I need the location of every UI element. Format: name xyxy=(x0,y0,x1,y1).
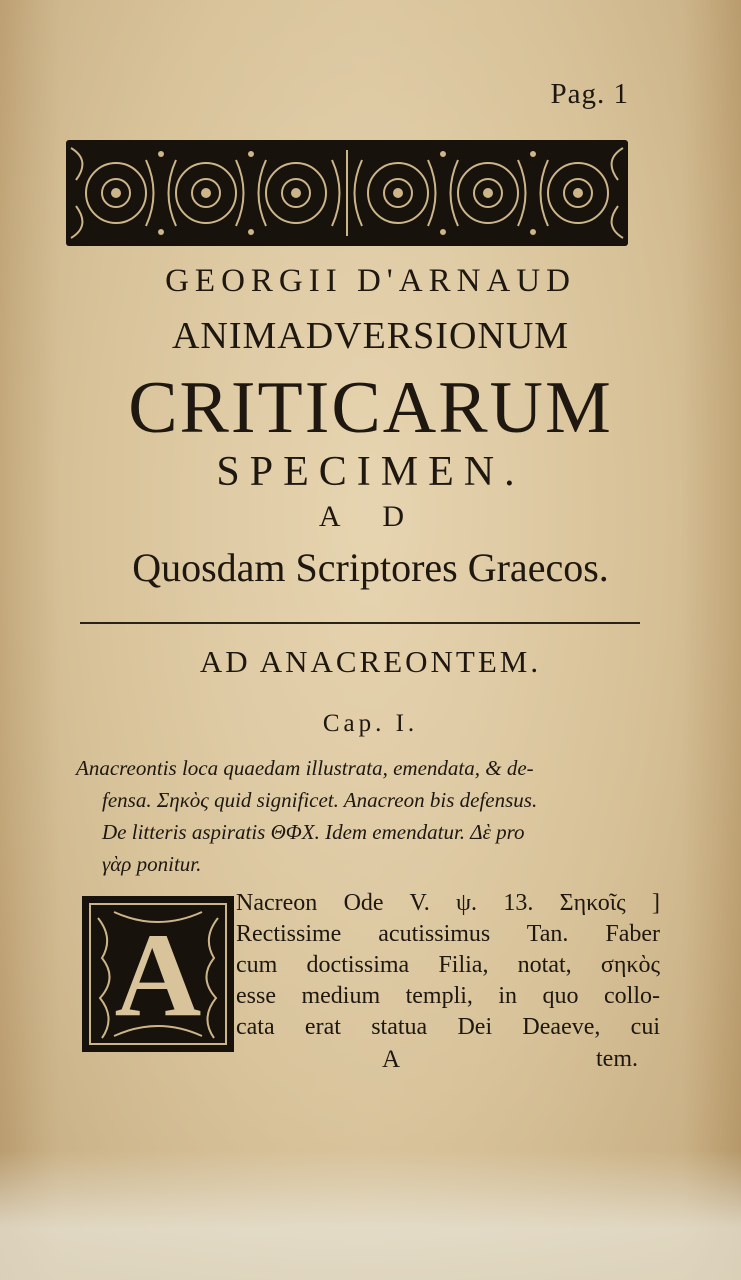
summary-line: γὰρ ponitur. xyxy=(102,852,202,876)
summary-line: fensa. Σηκὸς quid significet. Anacreon bis defensus. xyxy=(102,788,538,812)
page-number: Pag. 1 xyxy=(550,78,629,110)
body-line: Rectissime acutissimus Tan. Faber xyxy=(236,921,660,947)
section-heading: AD ANACREONTEM. xyxy=(199,644,542,679)
headpiece-ornament xyxy=(66,140,628,246)
body-line: Nacreon Ode V. ψ. 13. Σηκοῖς ] xyxy=(236,890,660,916)
body-line: cata erat statua Dei Deaeve, cui xyxy=(236,1014,660,1040)
title-line-ad: A D xyxy=(318,500,423,533)
divider-rule xyxy=(80,622,640,624)
title-line-criticarum: CRITICARUM xyxy=(128,367,613,449)
page-stain xyxy=(0,1150,741,1280)
title-author: GEORGII D'ARNAUD xyxy=(165,263,576,299)
drop-initial-letter: A xyxy=(114,908,202,1041)
title-line-scriptores: Quosdam Scriptores Graecos. xyxy=(132,545,609,590)
catchword: tem. xyxy=(596,1046,638,1072)
body-line: cum doctissima Filia, notat, σηκὸς xyxy=(236,952,660,978)
summary-line: De litteris aspiratis ΘΦΧ. Idem emendatur. Δὲ pro xyxy=(102,820,525,844)
body-line: esse medium templi, in quo collo- xyxy=(236,983,660,1009)
chapter-summary xyxy=(76,752,656,880)
summary-line: Anacreontis loca quaedam illustrata, emendata, & de- xyxy=(76,756,534,780)
decorated-initial xyxy=(82,896,234,1052)
title-line-animadversionum: ANIMADVERSIONUM xyxy=(171,315,570,357)
title-line-specimen: SPECIMEN. xyxy=(216,449,525,495)
chapter-heading: Cap. I. xyxy=(322,710,419,737)
body-text xyxy=(236,888,660,1043)
signature-mark: A xyxy=(382,1046,401,1073)
